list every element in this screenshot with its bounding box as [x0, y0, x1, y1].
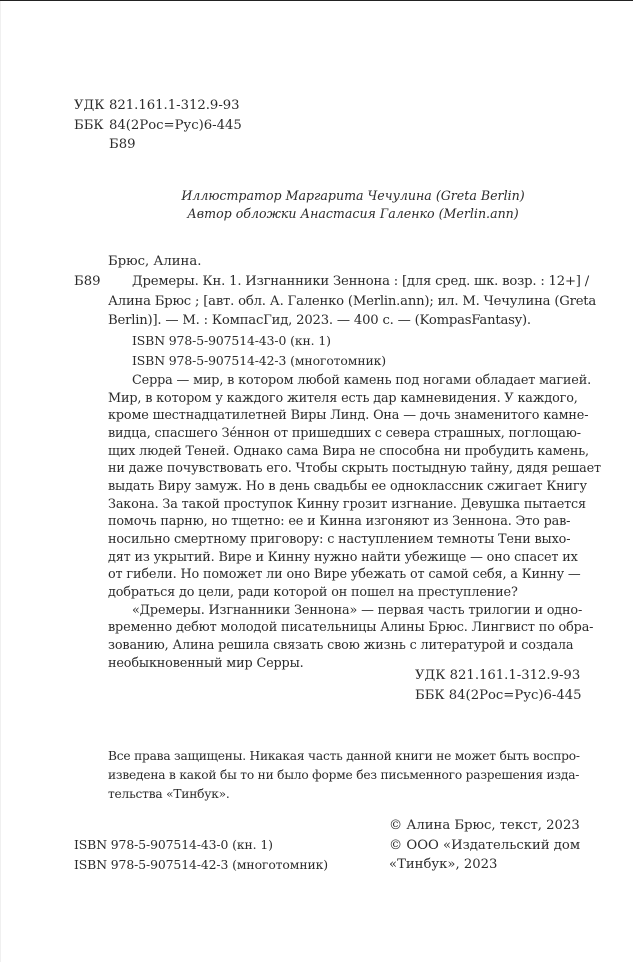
annotation-line: дят из укрытий. Вире и Кинну нужно найти убежище — оно спасет их: [108, 549, 578, 565]
annotation-line: ни даже почувствовать его. Чтобы скрыть постыдную тайну, дядя решает: [108, 461, 601, 477]
annotation-line: щих людей Теней. Однако сама Вира не способна ни пробудить камень,: [108, 443, 589, 459]
annotation-line: носильно смертному приговору: с наступлением темноты Тени выхо-: [108, 531, 571, 547]
annotation-line: Серра — мир, в котором любой камень под ногами обладает магией.: [132, 373, 592, 388]
catalog-isbn-line: ISBN 978-5-907514-42-3 (многотомник): [132, 352, 387, 368]
page-top-border: [0, 0, 633, 1]
udk-label: УДК: [74, 98, 105, 113]
rights-line: изведена в какой бы то ни было форме без письменного разрешения изда-: [108, 768, 580, 782]
annotation-line: видца, спасшего Зе́ннон от пришедших с севера страшных, поглощаю-: [108, 425, 581, 441]
credits: [108, 187, 598, 223]
catalog-isbn-line: ISBN 978-5-907514-43-0 (кн. 1): [132, 333, 331, 348]
author-sign-row: [74, 135, 242, 155]
footer-bbk: ББК 84(2Рос=Рус)6-445: [415, 687, 582, 703]
annotation-line: кроме шестнадцатилетней Виры Линд. Она — дочь знаменитого камне-: [108, 408, 589, 424]
isbn-line: ISBN 978-5-907514-42-3 (многотомник): [74, 856, 329, 872]
illustrator-credit: Иллюстратор Маргарита Чечулина (Greta Berlin): [181, 188, 525, 203]
annotation-line: помочь парню, но тщетно: ее и Кинна изгоняют из Зеннона. Это рав-: [108, 514, 571, 530]
annotation: [108, 372, 601, 672]
catalog-description-line: Дремеры. Кн. 1. Изгнанники Зеннона : [для сред. шк. возр. : 12+] /: [132, 274, 589, 289]
footer-udk: УДК 821.161.1-312.9-93: [415, 668, 581, 683]
annotation-line: необыкновенный мир Серры.: [108, 655, 304, 671]
copyright-line: © ООО «Издательский дом: [389, 837, 581, 853]
bbk-label: ББК: [74, 117, 104, 133]
author-sign: Б89: [109, 137, 136, 152]
catalog-isbn-list: [132, 331, 386, 370]
catalog-description: [108, 272, 596, 331]
rights-line: тельства «Тинбук».: [108, 787, 230, 801]
copyright-line: «Тинбук», 2023: [389, 857, 498, 872]
annotation-line: от гибели. Но поможет ли оно Вире убежать от самой себя, а Кинну —: [108, 567, 581, 583]
annotation-line: Мир, в котором у каждого жителя есть дар камневидения. У каждого,: [108, 390, 578, 406]
catalog-description-line: Berlin)]. — М. : КомпасГид, 2023. — 400 с. — (KompasFantasy).: [108, 313, 531, 328]
bbk-row: [74, 116, 242, 136]
annotation-line: временно дебют молодой писательницы Алины Брюс. Лингвист по обра-: [108, 620, 594, 636]
footer-codes: [415, 666, 582, 705]
annotation-line: добраться до цели, ради которой он пошел на преступление?: [108, 584, 518, 600]
page-left-edge: [0, 1, 1, 962]
rights-notice: [108, 747, 580, 804]
udk-value: 821.161.1-312.9-93: [109, 98, 240, 113]
rights-line: Все права защищены. Никакая часть данной книги не может быть воспро-: [108, 749, 580, 763]
catalog-author-sign: Б89: [74, 274, 101, 289]
udk-row: [74, 96, 242, 116]
isbn-block: [74, 835, 328, 874]
copyright-line: © Алина Брюс, текст, 2023: [389, 818, 580, 833]
annotation-line: зованию, Алина решила связать свою жизнь с литературой и создала: [108, 637, 574, 653]
catalog-author-heading: Брюс, Алина.: [108, 254, 202, 269]
cover-author-credit: Автор обложки Анастасия Галенко (Merlin.ann): [187, 206, 519, 221]
isbn-line: ISBN 978-5-907514-43-0 (кн. 1): [74, 837, 273, 852]
annotation-line: выдать Виру замуж. Но в день свадьбы ее одноклассник сжигает Книгу: [108, 478, 587, 494]
bbk-value: 84(2Рос=Рус)6-445: [109, 117, 242, 133]
catalog-description-line: Алина Брюс ; [авт. обл. А. Галенко (Merlin.ann); ил. М. Чечулина (Greta: [108, 293, 597, 309]
header-codes: [74, 96, 242, 155]
annotation-line: Закона. За такой проступок Кинну грозит изгнание. Девушка пытается: [108, 496, 586, 512]
copyright-block: [389, 816, 580, 875]
annotation-line: «Дремеры. Изгнанники Зеннона» — первая часть трилогии и одно-: [132, 602, 583, 618]
